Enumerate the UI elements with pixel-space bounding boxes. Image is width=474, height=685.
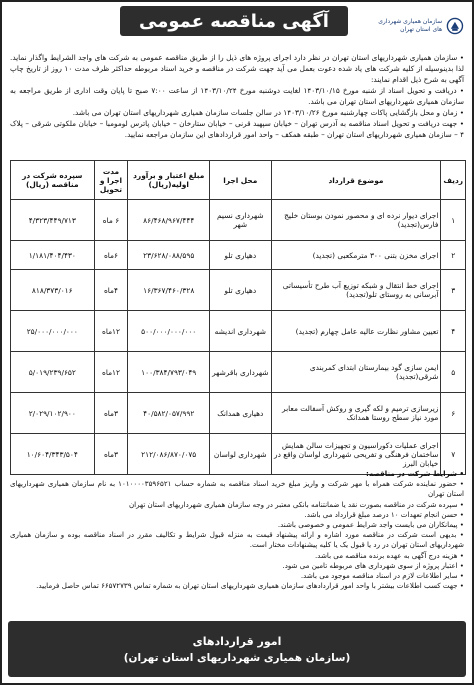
column-header-budget: مبلغ اعتبار و برآورد اولیه(ریال) (128, 161, 210, 200)
column-header-subject: موضوع قرارداد (271, 161, 441, 200)
tenders-table (10, 160, 466, 475)
budget-cell: ۸۶/۴۶۸/۹۶۷/۴۴۴ (128, 200, 210, 241)
intro-paragraph: • جهت دریافت و تحویل اسناد مناقصه به آدرس تهران – خیابان سپهبد قرنی – خیابان ستارخان – خیابان پاترس لومومبا – خیابان ملکوتی شرقی – پلاک ۴ – سازمان همیاری شهرداریهای استان تهران – طبقه همکف – واحد امور قراردادهای این سازمان مراجعه نمایید. (10, 119, 464, 139)
condition-item: • حسن انجام تعهدات ۱۰ درصد مبلغ قرارداد می باشد. (304, 509, 464, 519)
location-cell: دهیاری تلو (210, 270, 272, 311)
subject-cell: تعیین مشاور نظارت عالیه عامل چهارم (تجدید) (271, 311, 441, 352)
table-row (11, 352, 466, 393)
deposit-cell: ۵/۰۱۹/۲۳۹/۶۵۲ (11, 352, 95, 393)
condition-item: • سایر اطلاعات لازم در اسناد مناقصه موجود می باشد. (300, 571, 464, 581)
conditions-section (10, 469, 464, 591)
footer-department: امور قراردادهای (192, 634, 282, 648)
subject-cell: زیرسازی ترمیم و لکه گیری و روکش آسفالت معابر مورد نیاز سطح روستا همدانک (271, 393, 441, 434)
column-header-row-number: ردیف (441, 161, 466, 200)
condition-item: • هزینه درج آگهی به عهده برنده مناقصه می باشد. (314, 550, 464, 560)
duration-cell: ۱۲ماه (94, 352, 128, 393)
row-number: ۳ (441, 270, 466, 311)
condition-item: • سپرده شرکت در مناقصه بصورت نقد یا ضمانتنامه بانکی معتبر در وجه سازمان همیاری شهرداریهای استان تهران (128, 499, 464, 509)
location-cell: شهرداری اندیشه (210, 311, 272, 352)
header (2, 2, 472, 50)
duration-cell: ۳ماه (94, 393, 128, 434)
budget-cell: ۵۰۰/۰۰۰/۰۰۰/۰۰۰ (128, 311, 210, 352)
table-row (11, 270, 466, 311)
organization-logo (368, 6, 464, 46)
budget-cell: ۲۳/۶۲۸/۰۸۸/۵۹۵ (128, 241, 210, 270)
row-number: ۷ (441, 434, 466, 475)
duration-cell: ۳ماه (94, 434, 128, 475)
condition-item: • پیمانکاران می بایست واجد شرایط عمومی و خصوصی باشند. (277, 520, 464, 530)
conditions-title: • شرایط شرکت در مناقصه: (366, 469, 464, 478)
table-row (11, 311, 466, 352)
subject-cell: اجرای عملیات دکوراسیون و تجهیزات سالن همایش ساختمان فرهنگی و تفریحی شهرداری لواسان واقع در خیابان البرز (271, 434, 441, 475)
location-cell: شهرداری باقرشهر (210, 352, 272, 393)
location-cell: شهرداری نسیم شهر (210, 200, 272, 241)
table-row (11, 241, 466, 270)
logo-text: سازمان همیاری شهرداری های استان تهران (378, 18, 443, 33)
location-cell: شهرداری لواسان (210, 434, 272, 475)
budget-cell: ۴۰/۵۸۲/۰۵۷/۹۹۲ (128, 393, 210, 434)
deposit-cell: ۱۰/۶۰۴/۳۴۳/۵۰۴ (11, 434, 95, 475)
column-header-duration: مدت اجرا و تحویل (94, 161, 128, 200)
table-row (11, 200, 466, 241)
duration-cell: ۶ماه (94, 241, 128, 270)
row-number: ۲ (441, 241, 466, 270)
condition-item: • بدیهی است شرکت در مناقصه مورد اشاره و ارائه پیشنهاد قیمت به منزله قبول شرایط و تکالیف مقرر در اسناد مناقصه بوده و سازمان همیاری شهرداریهای استان تهران در رد یا قبول یک یا کلیه پیشنهادات مختار است. (10, 530, 464, 550)
row-number: ۶ (441, 393, 466, 434)
condition-item: • اعتبار پروژه از سوی شهرداری های مربوطه تامین می شود. (282, 560, 464, 570)
footer-organization: (سازمان همیاری شهرداریهای استان تهران) (123, 651, 351, 664)
page-title: آگهی مناقصه عمومی (120, 6, 348, 36)
condition-item: • حضور نماینده شرکت همراه با مهر شرکت و واریز مبلغ خرید اسناد مناقصه به شماره حساب ۱۰۱۰۰۰۰۳۵۹۶۵۲۱ به نام سازمان همیاری شهرداریهای استان تهران (10, 479, 464, 499)
deposit-cell: ۸۱۸/۳۷۳/۰۱۶ (11, 270, 95, 311)
footer-banner (8, 621, 466, 677)
location-cell: دهیاری همدانک (210, 393, 272, 434)
budget-cell: ۱۶/۳۶۷/۴۶۰/۳۲۸ (128, 270, 210, 311)
subject-cell: اجرای دیوار نرده ای و محصور نمودن بوستان خلیج فارس(تجدید) (271, 200, 441, 241)
table-header-row (11, 161, 466, 200)
intro-paragraph: • سازمان همیاری شهرداریهای استان تهران در نظر دارد اجرای پروژه های ذیل را از طریق مناقصه عمومی به شرکت های واجد الشرایط واگذار نماید. لذا بدینوسیله از کلیه شرکت های یاد شده دعوت بعمل می آید جهت شرکت در مناقصه و خرید اسناد مربوطه حداکثر ظرف مدت ۱۰ روز از تاریخ چاپ آگهی به شرح ذیل اقدام نمایند: (10, 53, 464, 84)
condition-item: • جهت کسب اطلاعات بیشتر با واحد امور قراردادهای سازمان همیاری شهرداریهای استان تهران به شماره تماس ۶۶۵۷۲۷۳۹ تماس حاصل فرمایید. (36, 581, 464, 591)
duration-cell: ۶ ماه (94, 200, 128, 241)
deposit-cell: ۲۵/۰۰۰/۰۰۰/۰۰۰ (11, 311, 95, 352)
table-row (11, 393, 466, 434)
budget-cell: ۲۱۲/۰۸۶/۸۷۰/۰۷۵ (128, 434, 210, 475)
budget-cell: ۱۰۰/۳۸۴/۷۹۳/۰۴۹ (128, 352, 210, 393)
intro-text (10, 52, 464, 140)
intro-paragraph: • دریافت و تحویل اسناد از شنبه مورخ ۱۴۰۳/۱۰/۱۵ لغایت دوشنبه مورخ ۱۴۰۳/۱۰/۲۴ از ساعت ۷:۰۰ صبح تا پایان وقت اداری از طریق مراجعه به سازمان همیاری شهرداریهای استان تهران می باشد. (10, 86, 465, 106)
row-number: ۱ (441, 200, 466, 241)
subject-cell: اجرای خط انتقال و شبکه توزیع آب طرح تأسیساتی آبرسانی به روستای تلو(تجدید) (271, 270, 441, 311)
row-number: ۵ (441, 352, 466, 393)
deposit-cell: ۲/۰۲۹/۱۰۲/۹۰۰ (11, 393, 95, 434)
row-number: ۴ (441, 311, 466, 352)
deposit-cell: ۱/۱۸۱/۴۰۴/۴۳۰ (11, 241, 95, 270)
emblem-icon (446, 13, 464, 39)
location-cell: دهیاری تلو (210, 241, 272, 270)
column-header-location: محل اجرا (210, 161, 272, 200)
subject-cell: اجرای مخزن بتنی ۳۰۰ مترمکعبی (تجدید) (271, 241, 441, 270)
duration-cell: ۱۲ماه (94, 311, 128, 352)
column-header-deposit: سپرده شرکت در مناقصه (ریال) (11, 161, 95, 200)
deposit-cell: ۴/۳۲۳/۴۴۹/۷۱۳ (11, 200, 95, 241)
intro-paragraph: • زمان و محل بازگشایی پاکات چهارشنبه مورخ ۱۴۰۳/۱۰/۲۶ در سالن جلسات سازمان همیاری شهرداریهای استان تهران می باشد. (72, 108, 464, 117)
subject-cell: ایمن سازی گود بیمارستان ابتدای کمربندی شرقی(تجدید) (271, 352, 441, 393)
duration-cell: ۴ماه (94, 270, 128, 311)
